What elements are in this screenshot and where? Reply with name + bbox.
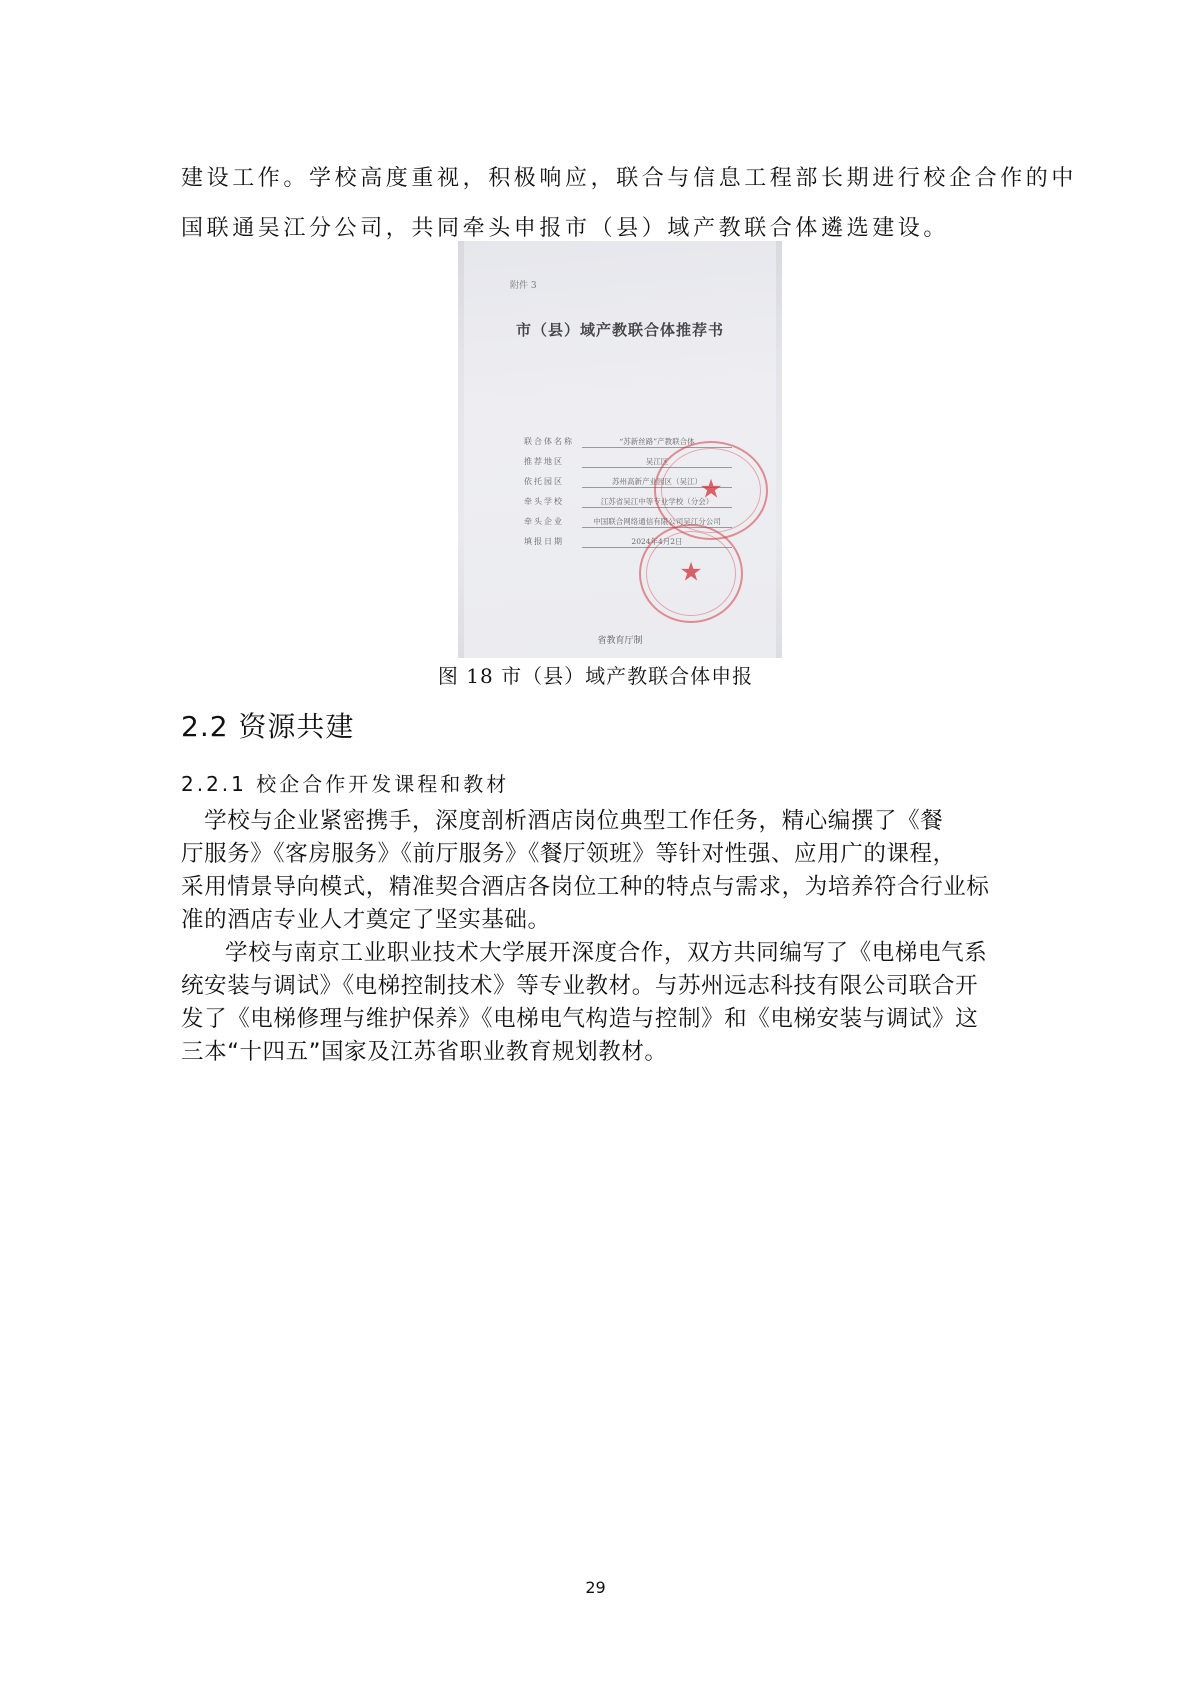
photo-document-sheet [464,241,776,658]
red-seal-stamp-icon: ★ [654,441,768,540]
photo-form-label: 填报日期 [524,537,564,546]
photo-form-label: 依托园区 [524,477,564,486]
photo-form-value: 江苏省吴江中等专业学校（分会） [582,496,732,508]
page-number: 29 [585,1578,606,1597]
paragraph-1-line: 学校与企业紧密携手，深度剖析酒店岗位典型工作任务，精心编撰了《餐 [181,808,944,834]
paragraph-1-line: 厅服务》《客房服务》《前厅服务》《餐厅领班》等针对性强、应用广的课程， [181,841,956,867]
photo-form-label: 联合体名称 [524,437,574,446]
section-heading: 2.2 资源共建 [181,710,355,743]
subsection-heading: 2.2.1 校企合作开发课程和教材 [181,772,510,796]
photo-form-value: 中国联合网络通信有限公司吴江分公司 [582,516,732,528]
paragraph-2-line: 三本“十四五”国家及江苏省职业教育规划教材。 [181,1039,668,1065]
photo-form-value: 吴江区 [582,456,732,468]
paragraph-1-line: 准的酒店专业人才奠定了坚实基础。 [181,907,551,933]
photo-form-value: 苏州高新产业园区（吴江） [582,476,732,488]
red-seal-stamp-icon: ★ [639,524,743,623]
photo-form-label: 牵头企业 [524,517,564,526]
paragraph-2-line: 学校与南京工业职业技术大学展开深度合作，双方共同编写了《电梯电气系 [225,940,988,966]
paragraph-1-line: 采用情景导向模式，精准契合酒店各岗位工种的特点与需求，为培养符合行业标 [181,874,990,900]
intro-line-2: 国联通吴江分公司，共同牵头申报市（县）域产教联合体遴选建设。 [181,216,950,241]
photo-form-label: 推荐地区 [524,457,564,466]
paragraph-2-line: 统安装与调试》《电梯控制技术》等专业教材。与苏州远志科技有限公司联合开 [181,973,979,999]
photo-form-label: 牵头学校 [524,497,564,506]
photo-form-value: 2024年4月2日 [582,536,732,548]
photo-title: 市（县）域产教联合体推荐书 [515,321,724,339]
paragraph-2-line: 发了《电梯修理与维护保养》《电梯电气构造与控制》和《电梯安装与调试》这 [181,1006,979,1032]
figure-photo [458,241,782,658]
figure-caption: 图 18 市（县）域产教联合体申报 [437,664,754,688]
intro-line-1: 建设工作。学校高度重视，积极响应，联合与信息工程部长期进行校企合作的中 [181,166,1078,191]
photo-footer: 省教育厅制 [597,636,643,646]
photo-annex-label: 附件 3 [510,281,537,291]
photo-form-value: “苏新丝路”产教联合体 [582,436,732,448]
